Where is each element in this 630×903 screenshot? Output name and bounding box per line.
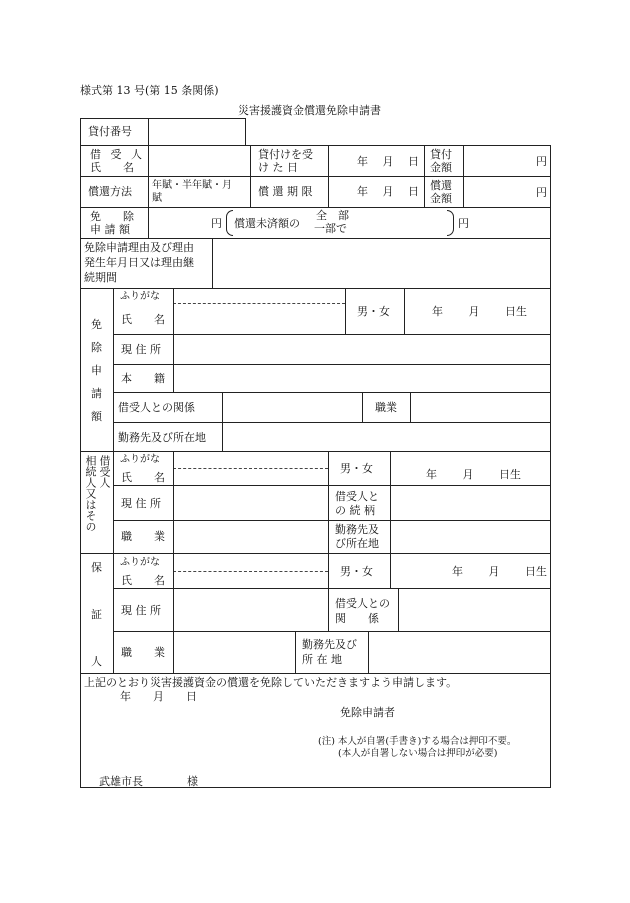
heir-address-label: 現 住 所 — [121, 497, 161, 510]
repay-amount-label-line1: 償還 — [430, 179, 452, 192]
rule — [113, 392, 551, 393]
rule — [80, 451, 551, 452]
heir-workplace-label-line2: び所在地 — [335, 537, 379, 550]
repay-amount-label-line2: 金額 — [430, 192, 452, 205]
rule — [113, 588, 551, 589]
loan-date-label-line2: け た 日 — [258, 161, 298, 174]
guarantor-workplace-field[interactable] — [370, 633, 548, 671]
rule — [113, 485, 551, 486]
rule — [148, 118, 149, 238]
heir-relation-field[interactable] — [392, 487, 548, 518]
heir-side-label-col1: 借受人 — [98, 455, 111, 488]
heir-furigana-field[interactable] — [175, 453, 326, 467]
applicant-name-label: 氏 名 — [121, 313, 165, 326]
repay-method-label: 償還方法 — [88, 185, 132, 198]
applicant-furigana-field[interactable] — [175, 290, 343, 302]
rule — [424, 145, 425, 207]
heir-address-field[interactable] — [175, 487, 326, 518]
rule — [80, 238, 551, 239]
reason-label-line2: 発生年月日又は理由継 — [84, 256, 194, 269]
loan-number-label: 貸付番号 — [88, 125, 132, 138]
repay-deadline-label: 償 還 期 限 — [258, 185, 313, 198]
rule — [113, 364, 551, 365]
applicant-birth[interactable]: 年 月 日生 — [432, 305, 527, 318]
guarantor-workplace-label-line2: 所 在 地 — [302, 653, 342, 666]
rule — [173, 288, 174, 392]
guarantor-birth[interactable]: 年 月 日生 — [452, 565, 547, 578]
heir-occupation-label: 職 業 — [121, 530, 165, 543]
heir-occupation-field[interactable] — [175, 522, 326, 551]
loan-number-field[interactable] — [150, 120, 243, 144]
applicant-workplace-field[interactable] — [224, 424, 548, 449]
bracket-open — [226, 210, 233, 236]
rule — [250, 145, 251, 207]
form-title: 災害援護資金償還免除申請書 — [238, 104, 381, 117]
exemption-label-line2: 申 請 額 — [90, 223, 130, 236]
loan-date-value[interactable]: 年 月 日 — [357, 155, 419, 168]
form-number: 様式第 13 号(第 15 条関係) — [80, 84, 219, 97]
heir-furigana-label: ふりがな — [120, 454, 160, 465]
applicant-relation-label: 借受人との関係 — [118, 401, 195, 414]
repay-deadline-value[interactable]: 年 月 日 — [357, 185, 419, 198]
exemption-amount-field[interactable] — [150, 209, 210, 237]
heir-gender[interactable]: 男・女 — [340, 462, 373, 475]
heir-relation-label-line1: 借受人と — [335, 490, 379, 503]
exemption-yen: 円 — [211, 217, 222, 230]
rule — [368, 631, 369, 673]
rule — [80, 118, 81, 787]
rule — [245, 118, 246, 145]
guarantor-gender[interactable]: 男・女 — [340, 565, 373, 578]
rule — [113, 334, 551, 335]
rule — [404, 288, 405, 334]
applicant-signature-field[interactable] — [402, 702, 542, 720]
applicant-relation-field[interactable] — [224, 394, 360, 420]
guarantor-occupation-label: 職 業 — [121, 646, 165, 659]
applicant-side-4: 請 — [91, 387, 102, 400]
note-1: (注) 本人が自署(手書き)する場合は押印不要。 — [318, 736, 517, 747]
applicant-side-1: 免 — [91, 318, 102, 331]
guarantor-address-label: 現 住 所 — [121, 604, 161, 617]
applicant-workplace-label: 勤務先及び所在地 — [118, 431, 206, 444]
guarantor-workplace-label-line1: 勤務先及び — [302, 638, 357, 651]
rule — [212, 238, 213, 288]
guarantor-relation-field[interactable] — [400, 590, 548, 629]
applicant-furigana-label: ふりがな — [120, 291, 160, 302]
rule — [345, 288, 346, 334]
applicant-address-field[interactable] — [175, 336, 549, 362]
bracket-close — [447, 210, 454, 236]
guarantor-furigana-field[interactable] — [175, 555, 326, 570]
applicant-side-3: 申 — [91, 364, 102, 377]
rule — [390, 451, 391, 553]
guarantor-side-3: 人 — [91, 655, 102, 668]
furigana-separator — [173, 468, 328, 469]
heir-birth[interactable]: 年 月 日生 — [426, 468, 521, 481]
rule — [113, 422, 551, 423]
rule — [328, 145, 329, 207]
guarantor-relation-label-line2: 関 係 — [335, 612, 379, 625]
rule — [328, 553, 329, 631]
rule — [113, 520, 551, 521]
rule — [328, 451, 329, 553]
furigana-separator — [173, 571, 328, 572]
repay-method-options-line1[interactable]: 年賦・半年賦・月 — [152, 180, 232, 191]
applicant-side-2: 除 — [91, 341, 102, 354]
applicant-name-field[interactable] — [175, 306, 343, 332]
rule — [80, 118, 245, 119]
note-2: (本人が自署しない場合は押印が必要) — [338, 748, 498, 759]
rule — [80, 673, 551, 674]
rule — [80, 288, 551, 289]
borrower-label-line1: 借 受 人 — [90, 148, 145, 161]
rule — [113, 288, 114, 673]
applicant-signature-label: 免除申請者 — [340, 706, 395, 719]
guarantor-furigana-label: ふりがな — [120, 557, 160, 568]
applicant-side-5: 額 — [91, 410, 102, 423]
applicant-occupation-field[interactable] — [412, 394, 548, 420]
furigana-separator — [173, 303, 345, 304]
declaration-text: 上記のとおり災害援護資金の償還を免除していただきますよう申請します。 — [84, 676, 458, 689]
loan-amount-label-line1: 貸付 — [430, 148, 452, 161]
heir-name-field[interactable] — [175, 470, 326, 484]
guarantor-side-2: 証 — [91, 608, 102, 621]
guarantor-occupation-field[interactable] — [175, 633, 293, 671]
applicant-domicile-label: 本 籍 — [121, 372, 165, 385]
reason-field[interactable] — [214, 240, 548, 286]
heir-workplace-label-line1: 勤務先及 — [335, 523, 379, 536]
rule — [80, 553, 551, 554]
applicant-address-label: 現 住 所 — [121, 343, 161, 356]
rule — [80, 176, 551, 177]
rule — [295, 631, 296, 673]
guarantor-name-label: 氏 名 — [121, 574, 165, 587]
exemption-label-line1: 免 除 — [90, 210, 134, 223]
addressee: 武雄市長 様 — [99, 775, 198, 788]
rule — [113, 631, 551, 632]
rule — [362, 392, 363, 422]
rule — [173, 451, 174, 553]
applicant-gender[interactable]: 男・女 — [357, 305, 390, 318]
declaration-date[interactable]: 年 月 日 — [120, 690, 197, 703]
reason-label-line3: 続期間 — [84, 271, 117, 284]
rule — [390, 553, 391, 588]
heir-workplace-field[interactable] — [392, 522, 548, 551]
applicant-domicile-field[interactable] — [175, 366, 549, 390]
rule — [410, 392, 411, 422]
unpaid-yen: 円 — [458, 217, 469, 230]
rule — [463, 145, 464, 207]
loan-amount-label-line2: 金額 — [430, 161, 452, 174]
rule — [173, 553, 174, 673]
applicant-occupation-label: 職業 — [375, 401, 397, 414]
heir-name-label: 氏 名 — [121, 471, 165, 484]
loan-date-label-line1: 貸付けを受 — [258, 148, 313, 161]
rule — [80, 145, 551, 146]
guarantor-side-1: 保 — [91, 561, 102, 574]
unpaid-option-part[interactable]: 一部で — [314, 222, 347, 235]
rule — [222, 392, 223, 451]
rule — [398, 588, 399, 631]
guarantor-address-field[interactable] — [175, 590, 326, 629]
borrower-name-field[interactable] — [150, 147, 248, 175]
heir-relation-label-line2: の 続 柄 — [335, 504, 375, 517]
rule — [550, 145, 551, 788]
borrower-label-line2: 氏 名 — [90, 161, 134, 174]
guarantor-relation-label-line1: 借受人との — [335, 597, 390, 610]
reason-label-line1: 免除申請理由及び理由 — [84, 241, 194, 254]
guarantor-name-field[interactable] — [175, 573, 326, 587]
repay-amount-yen[interactable]: 円 — [536, 186, 547, 199]
loan-amount-yen[interactable]: 円 — [536, 155, 547, 168]
repay-method-options-line2[interactable]: 賦 — [152, 193, 162, 204]
unpaid-option-all[interactable]: 全 部 — [316, 209, 349, 222]
heir-side-label-col2: 相続人又はその — [84, 455, 97, 532]
rule — [80, 207, 551, 208]
unpaid-amount-field[interactable] — [362, 209, 450, 237]
unpaid-label: 償還未済額の — [234, 217, 300, 230]
